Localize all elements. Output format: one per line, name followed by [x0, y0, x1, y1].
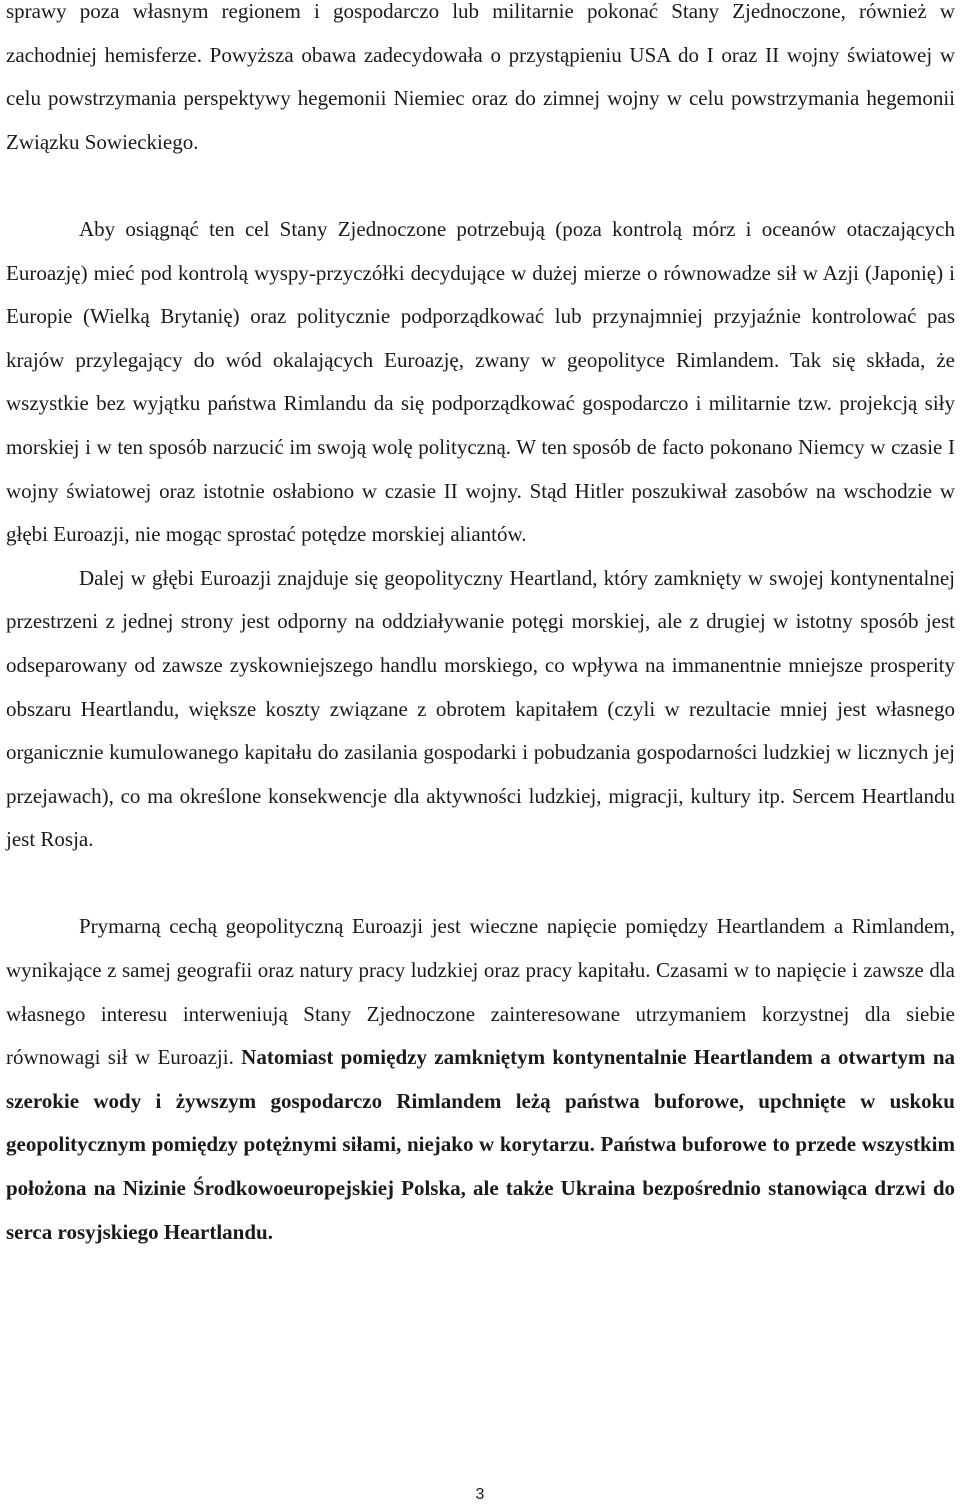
document-body: [6, 0, 955, 1254]
page-number: 3: [475, 1486, 485, 1503]
paragraph-2: [6, 208, 955, 557]
paragraph-3: [6, 557, 955, 862]
paragraph-3-text: Dalej w głębi Euroazji znajduje się geopolityczny Heartland, który zamknięty w swojej kontynentalnej przestrzeni z jednej strony jest odporny na oddziaływanie potęgi morskiej, ale z drugiej w istotny sposób jest odseparowany od zawsze zyskowniejszego handlu morskiego, co wpływa na immanentnie mniejsze prosperity obszaru Heartlandu, większe koszty związane z obrotem kapitałem (czyli w rezultacie mniej jest własnego organicznie kumulowanego kapitału do zasilania gospodarki i pobudzania gospodarności ludzkiej w licznych jej przejawach), co ma określone konsekwencje dla aktywności ludzkiej, migracji, kultury itp. Sercem Heartlandu jest Rosja.: [6, 565, 955, 852]
paragraph-4-text: Prymarną cechą geopolityczną Euroazji jest wieczne napięcie pomiędzy Heartlandem a Rimlandem, wynikające z samej geografii oraz natury pracy ludzkiej oraz pracy kapitału. Czasami w to napięcie i zawsze dla własnego interesu interweniują Stany Zjednoczone zainteresowane utrzymaniem korzystnej dla siebie równowagi sił w Euroazji.: [6, 914, 955, 1070]
paragraph-4: [6, 905, 955, 1254]
paragraph-1: [6, 0, 955, 164]
paragraph-4-bold-text: Natomiast pomiędzy zamkniętym kontynentalnie Heartlandem a otwartym na szerokie wody i żywszym gospodarczo Rimlandem leżą państwa buforowe, upchnięte w uskoku geopolitycznym pomiędzy potężnymi siłami, niejako w korytarzu. Państwa buforowe to przede wszystkim położona na Nizinie Środkowoeuropejskiej Polska, ale także Ukraina bezpośrednio stanowiąca drzwi do serca rosyjskiego Heartlandu.: [6, 1045, 956, 1244]
paragraph-2-text: Aby osiągnąć ten cel Stany Zjednoczone potrzebują (poza kontrolą mórz i oceanów otaczających Euroazję) mieć pod kontrolą wyspy-przyczółki decydujące w dużej mierze o równowadze sił w Azji (Japonię) i Europie (Wielką Brytanię) oraz politycznie podporządkować lub przynajmniej przyjaźnie kontrolować pas krajów przylegający do wód okalających Euroazję, zwany w geopolityce Rimlandem. Tak się składa, że wszystkie bez wyjątku państwa Rimlandu da się podporządkować gospodarczo i militarnie tzw. projekcją siły morskiej i w ten sposób narzucić im swoją wolę polityczną. W ten sposób de facto pokonano Niemcy w czasie I wojny światowej oraz istotnie osłabiono w czasie II wojny. Stąd Hitler poszukiwał zasobów na wschodzie w głębi Euroazji, nie mogąc sprostać potędze morskiej aliantów.: [6, 216, 955, 547]
paragraph-1-text: sprawy poza własnym regionem i gospodarczo lub militarnie pokonać Stany Zjednoczone, również w zachodniej hemisferze. Powyższa obawa zadecydowała o przystąpieniu USA do I oraz II wojny światowej w celu powstrzymania perspektywy hegemonii Niemiec oraz do zimnej wojny w celu powstrzymania hegemonii Związku Sowieckiego.: [6, 0, 955, 154]
